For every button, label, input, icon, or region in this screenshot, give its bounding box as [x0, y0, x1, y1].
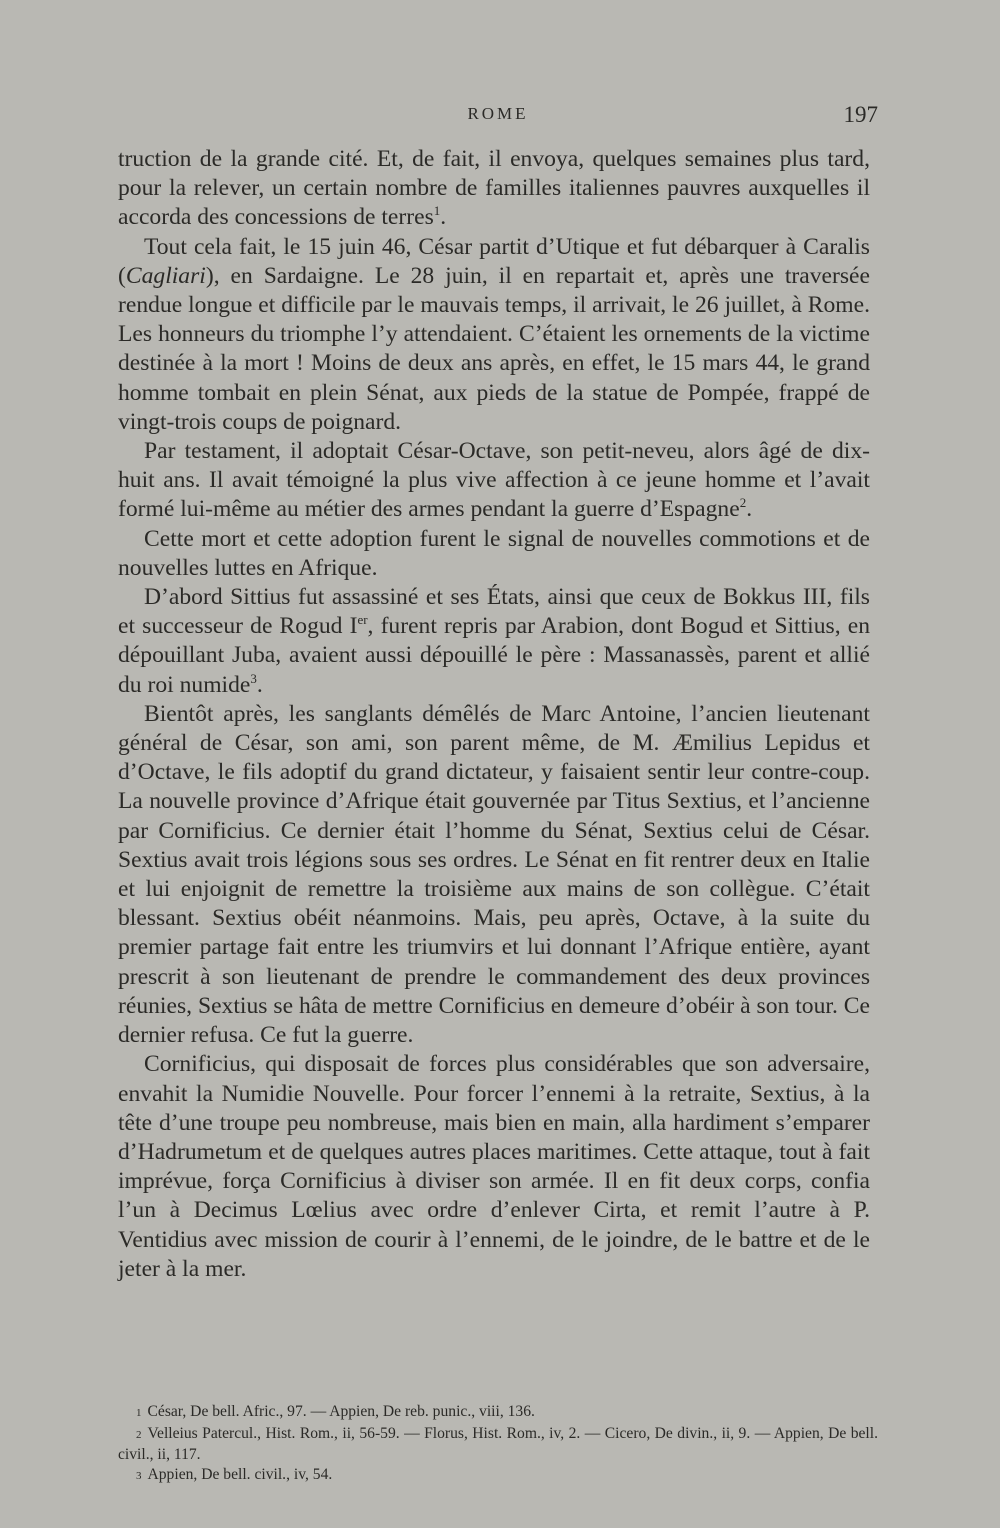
footnote-text: Velleius Patercul., Hist. Rom., ii, 56-59. — Florus, Hist. Rom., iv, 2. — Cicero, De divin., ii, 9. — Appien, De bell. civil., ii, 117. [118, 1424, 878, 1463]
footnote-3 [118, 1465, 878, 1487]
paragraph-4 [118, 525, 870, 583]
paragraph-1-end: . [440, 204, 447, 231]
paragraph-6 [118, 700, 870, 1050]
paragraph-4-text: Cette mort et cette adoption furent le signal de nouvelles commotions et de nouvelles luttes en Afrique. [118, 525, 870, 581]
footnote-1 [118, 1402, 878, 1424]
paragraph-5 [118, 583, 870, 700]
paragraph-7 [118, 1050, 870, 1284]
paragraph-1 [118, 145, 870, 233]
paragraph-2-italic: Cagliari [125, 262, 206, 289]
paragraph-7-text: Cornificius, qui disposait de forces plus considérables que son adversaire, envahit la Numidie Nouvelle. Pour forcer l’ennemi à la retraite, Sextius, à la tête d’une troupe peu nombreuse, mais bien en main, alla hardiment s’emparer d’Hadrumetum et de quelques autres places maritimes. Cette attaque, tout à fait imprévue, força Cornificius à diviser son armée. Il en fit deux corps, confia l’un à Decimus Lœlius avec ordre d’enlever Cirta, et remit l’autre à P. Ventidius avec mission de courir à l’ennemi, de le joindre, de le battre et de le jeter à la mer. [118, 1051, 870, 1282]
footnote-ref-3: 3 [250, 670, 257, 686]
paragraph-3 [118, 437, 870, 525]
footnote-number: 3 [136, 1469, 142, 1482]
paragraph-5-end: . [256, 671, 263, 698]
paragraph-5-text: , furent repris par Arabion, dont Bogud et Sittius, en dépouillant Juba, avaient aussi dépouillé le père : Massanassès, parent et allié du roi numide [118, 613, 870, 698]
paragraph-1-text: truction de la grande cité. Et, de fait, il envoya, quelques semaines plus tard, pour la relever, un certain nombre de familles italiennes pauvres auxquelles il accorda des concessions de terres [118, 146, 870, 231]
paragraph-2 [118, 233, 870, 437]
footnote-number: 1 [136, 1407, 142, 1419]
paragraph-2-text: ), en Sardaigne. Le 28 juin, il en repartait et, après une traversée rendue longue et difficile par le mauvais temps, il arrivait, le 26 juillet, à Rome. Les honneurs du triomphe l’y attendaient. C’étaient les ornements de la victime destinée à la mort ! Moins de deux ans après, en effet, le 15 mars 44, le grand homme tombait en plein Sénat, aux pieds de la statue de Pompée, frappé de vingt-trois coups de poignard. [118, 262, 870, 435]
paragraph-3-text: Par testament, il adoptait César-Octave, son petit-neveu, alors âgé de dix-huit ans. Il avait témoigné la plus vive affection à ce jeune homme et l’avait formé lui-même au métier des armes pendant la guerre d’Espagne [118, 438, 870, 523]
body-text [118, 145, 870, 1284]
footnote-ref-2: 2 [739, 495, 747, 511]
paragraph-3-end: . [746, 496, 753, 523]
footnote-text: Appien, De bell. civil., iv, 54. [147, 1465, 333, 1483]
footnote-2 [118, 1424, 878, 1465]
page-header [118, 104, 878, 134]
paragraph-2-start: Tout cela fait, le 15 juin 46, César partit d’Utique et fut débarquer à Caralis ( [118, 233, 870, 289]
footnotes [118, 1402, 878, 1486]
footnote-text: César, De bell. Afric., 97. — Appien, De reb. punic., viii, 136. [147, 1403, 535, 1420]
paragraph-5-start: D’abord Sittius fut assassiné et ses États, ainsi que ceux de Bokkus III, fils et successeur de Rogud I [118, 584, 870, 640]
running-head: ROME [467, 104, 529, 123]
footnote-number: 2 [136, 1428, 142, 1441]
ordinal-superscript: er [357, 612, 368, 628]
footnote-ref-1: 1 [433, 203, 441, 219]
paragraph-6-text: Bientôt après, les sanglants démêlés de Marc Antoine, l’ancien lieutenant général de César, son ami, son parent même, de M. Æmilius Lepidus et d’Octave, le fils adoptif du grand dictateur, y faisaient sentir leur contre-coup. La nouvelle province d’Afrique était gouvernée par Titus Sextius, et l’ancienne par Cornificius. Ce dernier était l’homme du Sénat, Sextius celui de César. Sextius avait trois légions sous ses ordres. Le Sénat en fit rentrer deux en Italie et lui enjoignit de remettre la troisième aux mains de son collègue. C’était blessant. Sextius obéit néanmoins. Mais, peu après, Octave, à la suite du premier partage fait entre les triumvirs et lui donnant l’Afrique entière, ayant prescrit à son lieutenant de prendre le commandement des deux provinces réunies, Sextius se hâta de mettre Cornificius en demeure d’obéir à son tour. Ce dernier refusa. Ce fut la guerre. [118, 700, 870, 1049]
page-number: 197 [843, 102, 878, 127]
